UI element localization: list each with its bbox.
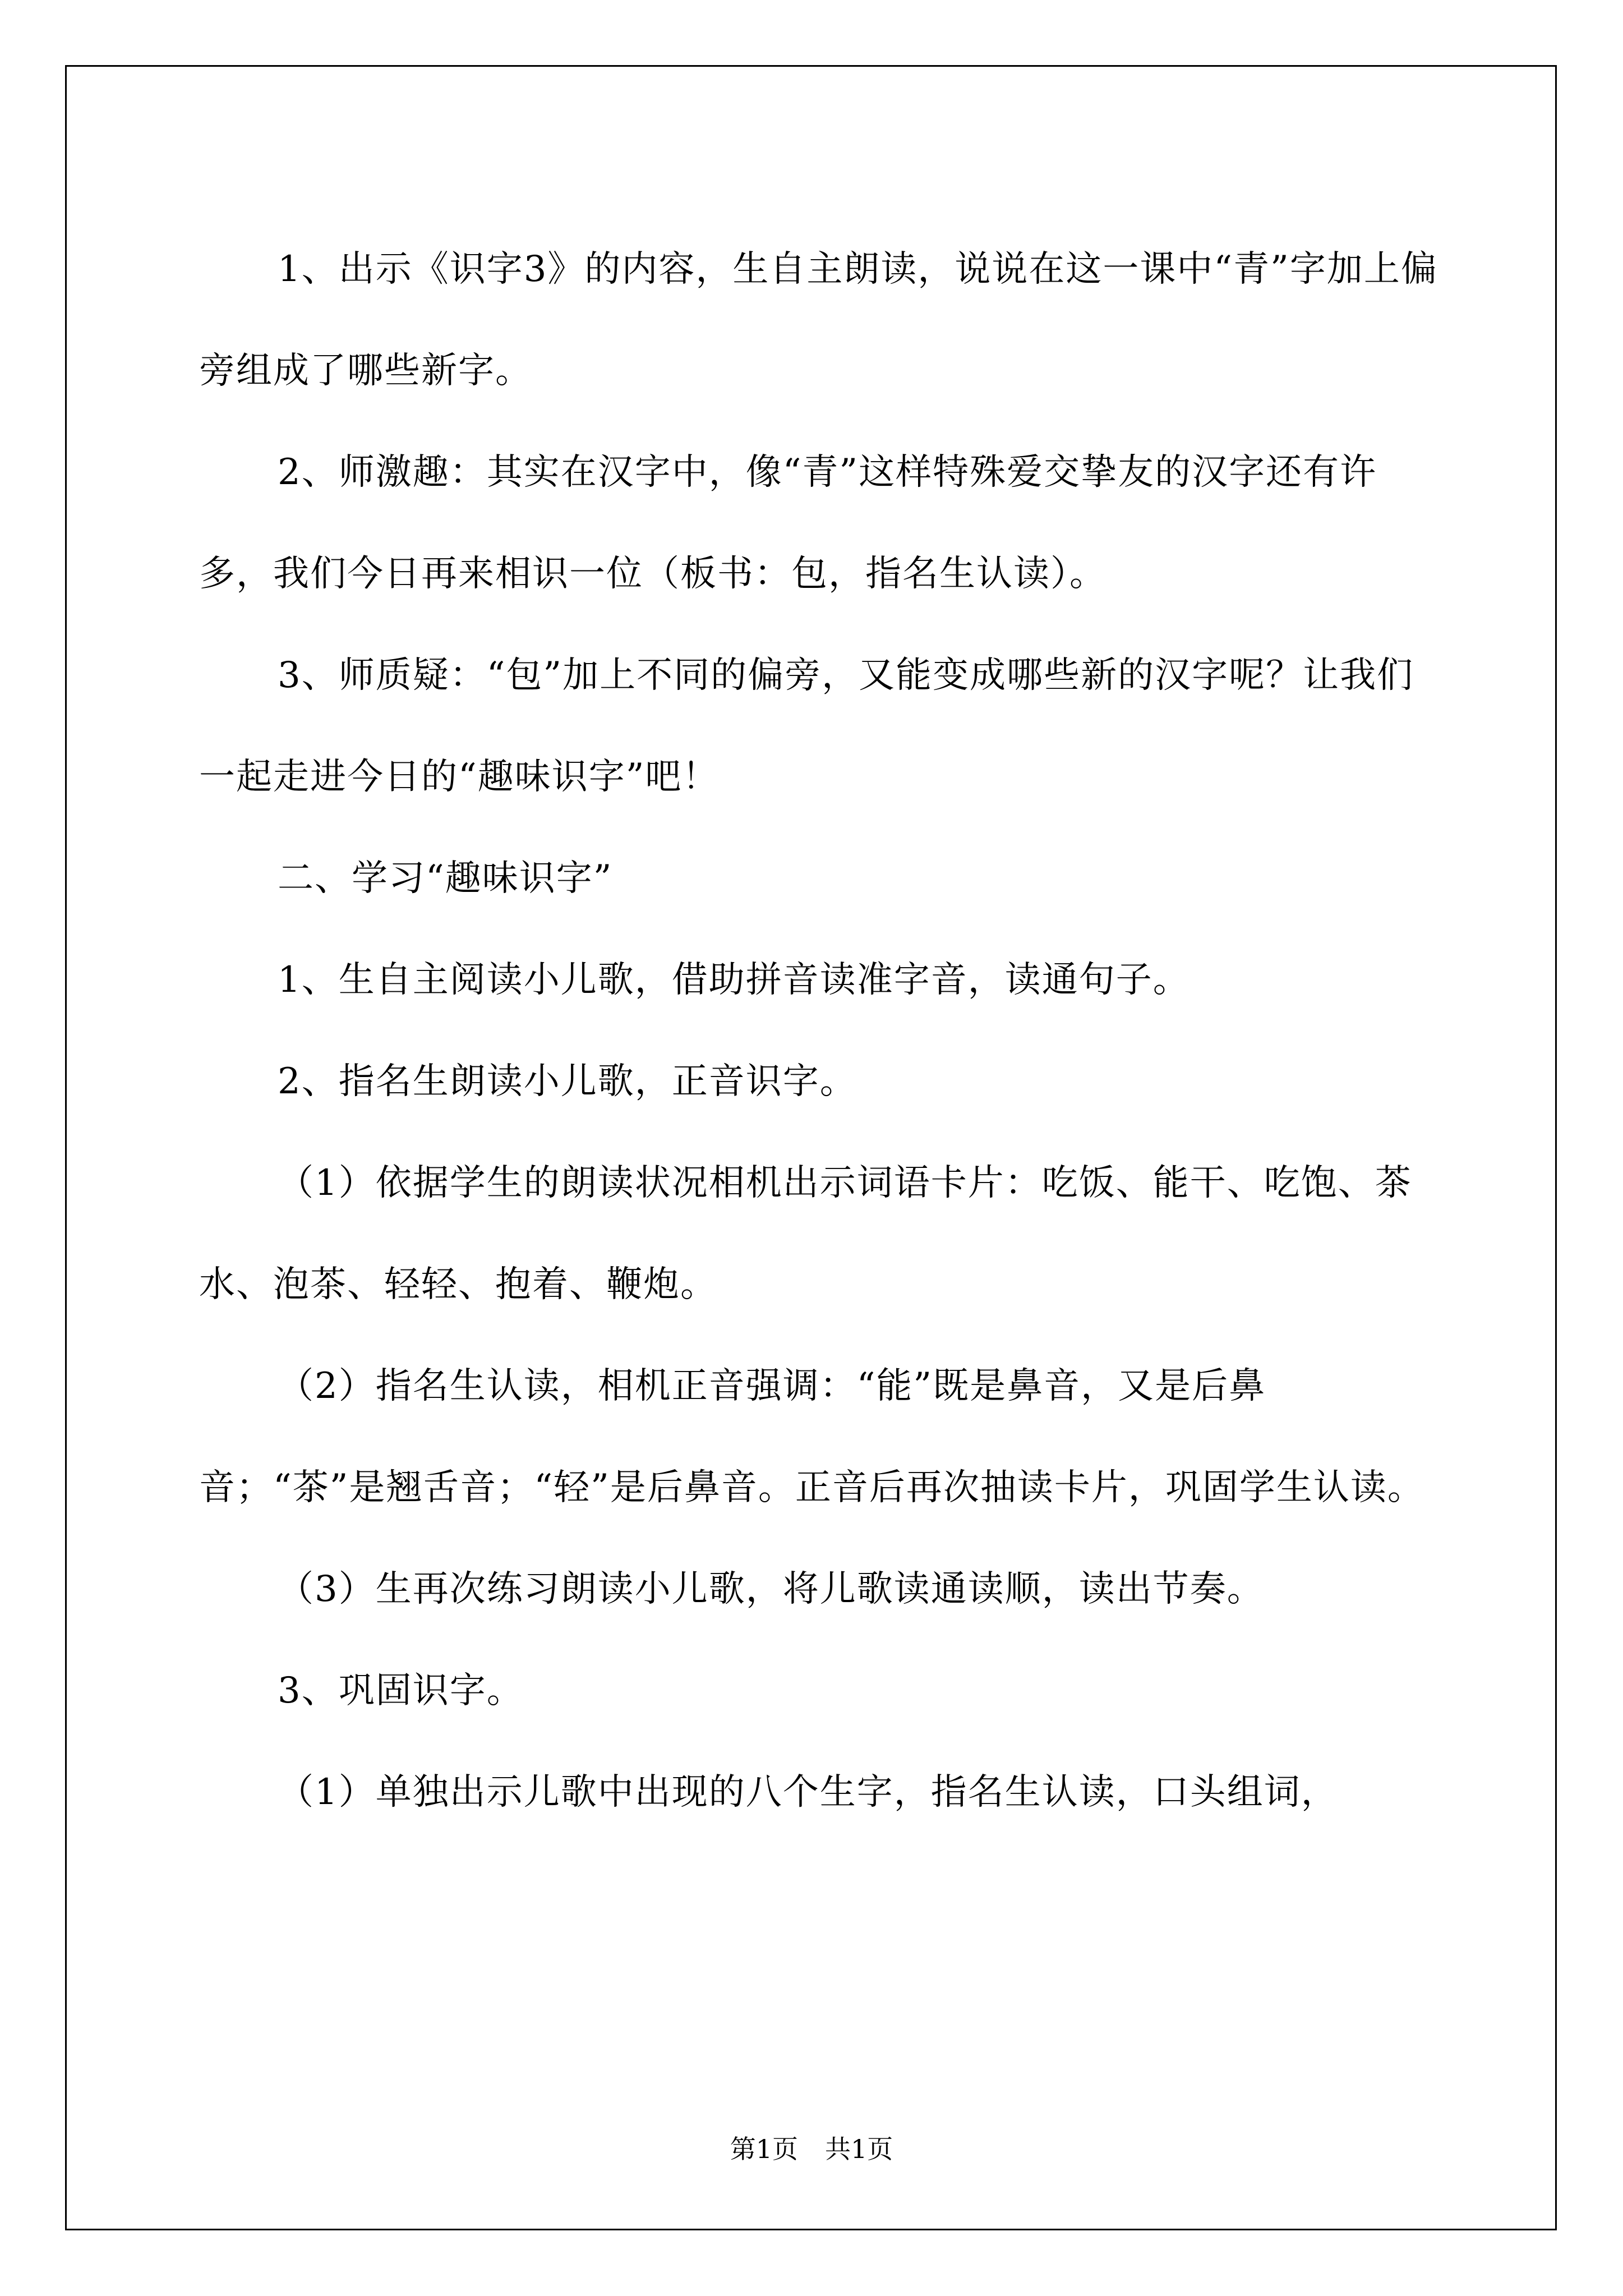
paragraph: 1、出示《识字3》的内容，生自主朗读，说说在这一课中“青”字加上偏旁组成了哪些新字。: [199, 249, 1438, 392]
document-body: [199, 219, 1447, 1843]
paragraph: （2）指名生认读，相机正音强调：“能”既是鼻音，又是后鼻音；“茶”是翘舌音；“轻”是后鼻音。正音后再次抽读卡片，巩固学生认读。: [199, 1365, 1424, 1508]
paragraph: 3、巩固识字。: [278, 1670, 524, 1711]
paragraph: 2、指名生朗读小儿歌，正音识字。: [278, 1061, 857, 1102]
paragraph: 3、师质疑：“包”加上不同的偏旁，又能变成哪些新的汉字呢？让我们一起走进今日的“趣味识字”吧！: [199, 655, 1414, 798]
paragraph: （3）生再次练习朗读小儿歌，将儿歌读通读顺，读出节奏。: [278, 1568, 1264, 1610]
paragraph: （1）依据学生的朗读状况相机出示词语卡片：吃饭、能干、吃饱、茶水、泡茶、轻轻、抱着、鞭炮。: [199, 1162, 1412, 1305]
section-heading: 二、学习“趣味识字”: [278, 858, 613, 899]
paragraph: 1、生自主阅读小儿歌，借助拼音读准字音，读通句子。: [278, 959, 1190, 1001]
page-total: 共1页: [825, 2134, 893, 2164]
page-footer: [0, 2129, 1623, 2166]
page-number: 第1页: [730, 2134, 798, 2164]
paragraph: （1）单独出示儿歌中出现的八个生字，指名生认读，口头组词，: [278, 1772, 1338, 1813]
paragraph: 2、师激趣：其实在汉字中，像“青”这样特殊爱交挚友的汉字还有许多，我们今日再来相识一位（板书：包，指名生认读）。: [199, 452, 1377, 595]
